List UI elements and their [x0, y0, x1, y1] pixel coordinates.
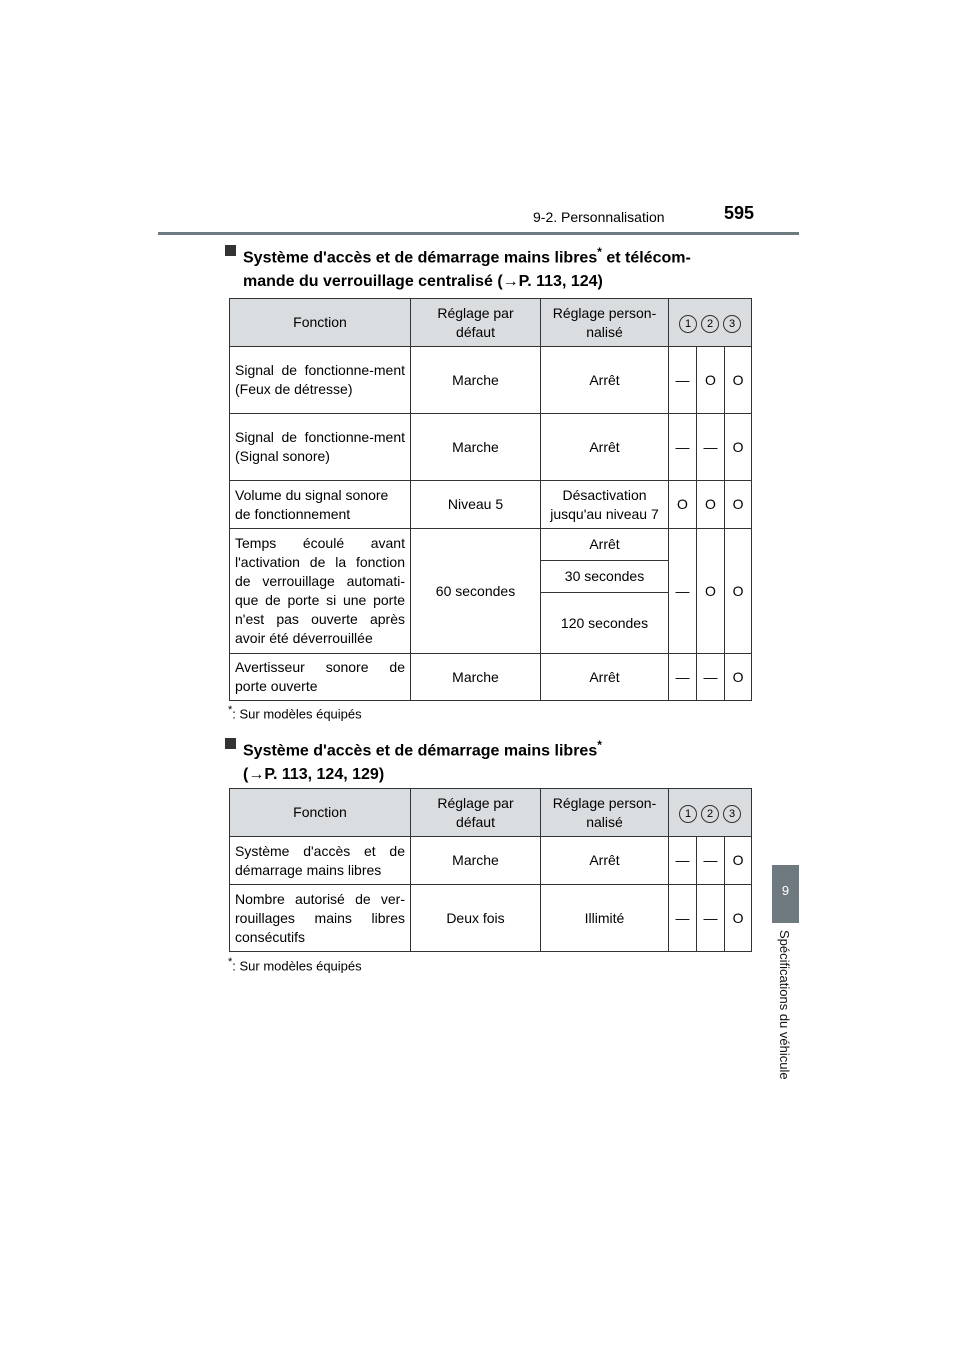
- column-header-modes: [669, 299, 752, 347]
- cell-fonction: Avertisseur sonore de porte ouverte: [230, 654, 411, 701]
- cell-perso: Arrêt: [541, 837, 669, 885]
- cell-perso: Arrêt: [541, 654, 669, 701]
- chapter-label: [773, 930, 797, 1100]
- square-bullet-icon: [225, 245, 236, 256]
- chapter-tab: [772, 865, 799, 923]
- column-header: Réglage person-nalisé: [541, 299, 669, 347]
- settings-table-2: [229, 788, 752, 952]
- cell-perso-option: 30 secondes: [541, 561, 669, 593]
- section2-heading-line2: (→P. 113, 124, 129): [243, 766, 385, 784]
- cell-mode-1: —: [669, 347, 697, 414]
- cell-perso-option: Arrêt: [541, 529, 669, 561]
- mode-1-icon: 1: [679, 805, 697, 823]
- cell-fonction: Temps écoulé avant l'activation de la fonction de verrouillage automati-que de porte si une porte n'est pas ouverte après avoir été déverrouillée: [230, 529, 411, 654]
- cell-mode-2: —: [697, 414, 725, 481]
- cell-perso: Désactivation jusqu'au niveau 7: [541, 481, 669, 529]
- cell-mode-2: O: [697, 529, 725, 654]
- mode-3-icon: 3: [723, 805, 741, 823]
- cell-fonction: Signal de fonctionne-ment (Feux de détresse): [230, 347, 411, 414]
- table-row: [230, 885, 752, 952]
- header-divider: [158, 232, 799, 235]
- cell-perso: Illimité: [541, 885, 669, 952]
- cell-mode-3: O: [725, 885, 752, 952]
- table-row: [230, 347, 752, 414]
- section1-heading-text: Système d'accès et de démarrage mains libres* et télécom-: [243, 245, 691, 267]
- cell-mode-3: O: [725, 347, 752, 414]
- cell-mode-2: O: [697, 481, 725, 529]
- footnote: *: Sur modèles équipés: [228, 956, 362, 974]
- cell-mode-3: O: [725, 481, 752, 529]
- table-row: [230, 481, 752, 529]
- cell-perso: Arrêt: [541, 347, 669, 414]
- cell-fonction: Nombre autorisé de ver-rouillages mains libres consécutifs: [230, 885, 411, 952]
- cell-defaut: Deux fois: [411, 885, 541, 952]
- cell-mode-3: O: [725, 837, 752, 885]
- cell-mode-3: O: [725, 414, 752, 481]
- mode-1-icon: 1: [679, 315, 697, 333]
- cell-perso-option: 120 secondes: [541, 593, 669, 654]
- cell-defaut: Marche: [411, 837, 541, 885]
- cell-mode-2: —: [697, 837, 725, 885]
- cell-mode-3: O: [725, 654, 752, 701]
- cell-defaut: Niveau 5: [411, 481, 541, 529]
- column-header: Fonction: [230, 789, 411, 837]
- cell-mode-1: —: [669, 414, 697, 481]
- mode-2-icon: 2: [701, 315, 719, 333]
- table-row: [230, 414, 752, 481]
- section1-heading: [228, 240, 748, 294]
- column-header: Réglage person-nalisé: [541, 789, 669, 837]
- table-header-row: [230, 789, 752, 837]
- cell-defaut: Marche: [411, 654, 541, 701]
- section-title: 9-2. Personnalisation: [533, 209, 665, 225]
- cell-perso: Arrêt: [541, 414, 669, 481]
- cell-mode-2: —: [697, 654, 725, 701]
- settings-table-1: [229, 298, 752, 701]
- mode-2-icon: 2: [701, 805, 719, 823]
- cell-mode-1: —: [669, 654, 697, 701]
- cell-fonction: Signal de fonctionne-ment (Signal sonore): [230, 414, 411, 481]
- column-header: Fonction: [230, 299, 411, 347]
- cell-defaut: Marche: [411, 414, 541, 481]
- cell-fonction: Système d'accès et de démarrage mains libres: [230, 837, 411, 885]
- cell-mode-2: —: [697, 885, 725, 952]
- chapter-label-text: Spécifications du véhicule: [777, 930, 792, 1080]
- cell-mode-1: —: [669, 529, 697, 654]
- section2-heading: [228, 733, 748, 787]
- cell-defaut: Marche: [411, 347, 541, 414]
- cell-defaut: 60 secondes: [411, 529, 541, 654]
- table-row: [230, 529, 752, 561]
- column-header-modes: [669, 789, 752, 837]
- footnote: *: Sur modèles équipés: [228, 704, 362, 722]
- column-header: Réglage par défaut: [411, 299, 541, 347]
- cell-mode-3: O: [725, 529, 752, 654]
- cell-fonction: Volume du signal sonore de fonctionnement: [230, 481, 411, 529]
- chapter-number: 9: [781, 883, 790, 898]
- section2-heading-text: Système d'accès et de démarrage mains libres*: [243, 738, 602, 760]
- page-number: 595: [724, 203, 755, 223]
- cell-mode-1: —: [669, 837, 697, 885]
- table-row: [230, 837, 752, 885]
- column-header: Réglage par défaut: [411, 789, 541, 837]
- square-bullet-icon: [225, 738, 236, 749]
- cell-mode-1: O: [669, 481, 697, 529]
- section1-heading-line2: mande du verrouillage centralisé (→P. 113, 124): [243, 273, 603, 291]
- table-row: [230, 654, 752, 701]
- mode-3-icon: 3: [723, 315, 741, 333]
- cell-mode-2: O: [697, 347, 725, 414]
- table-header-row: [230, 299, 752, 347]
- cell-mode-1: —: [669, 885, 697, 952]
